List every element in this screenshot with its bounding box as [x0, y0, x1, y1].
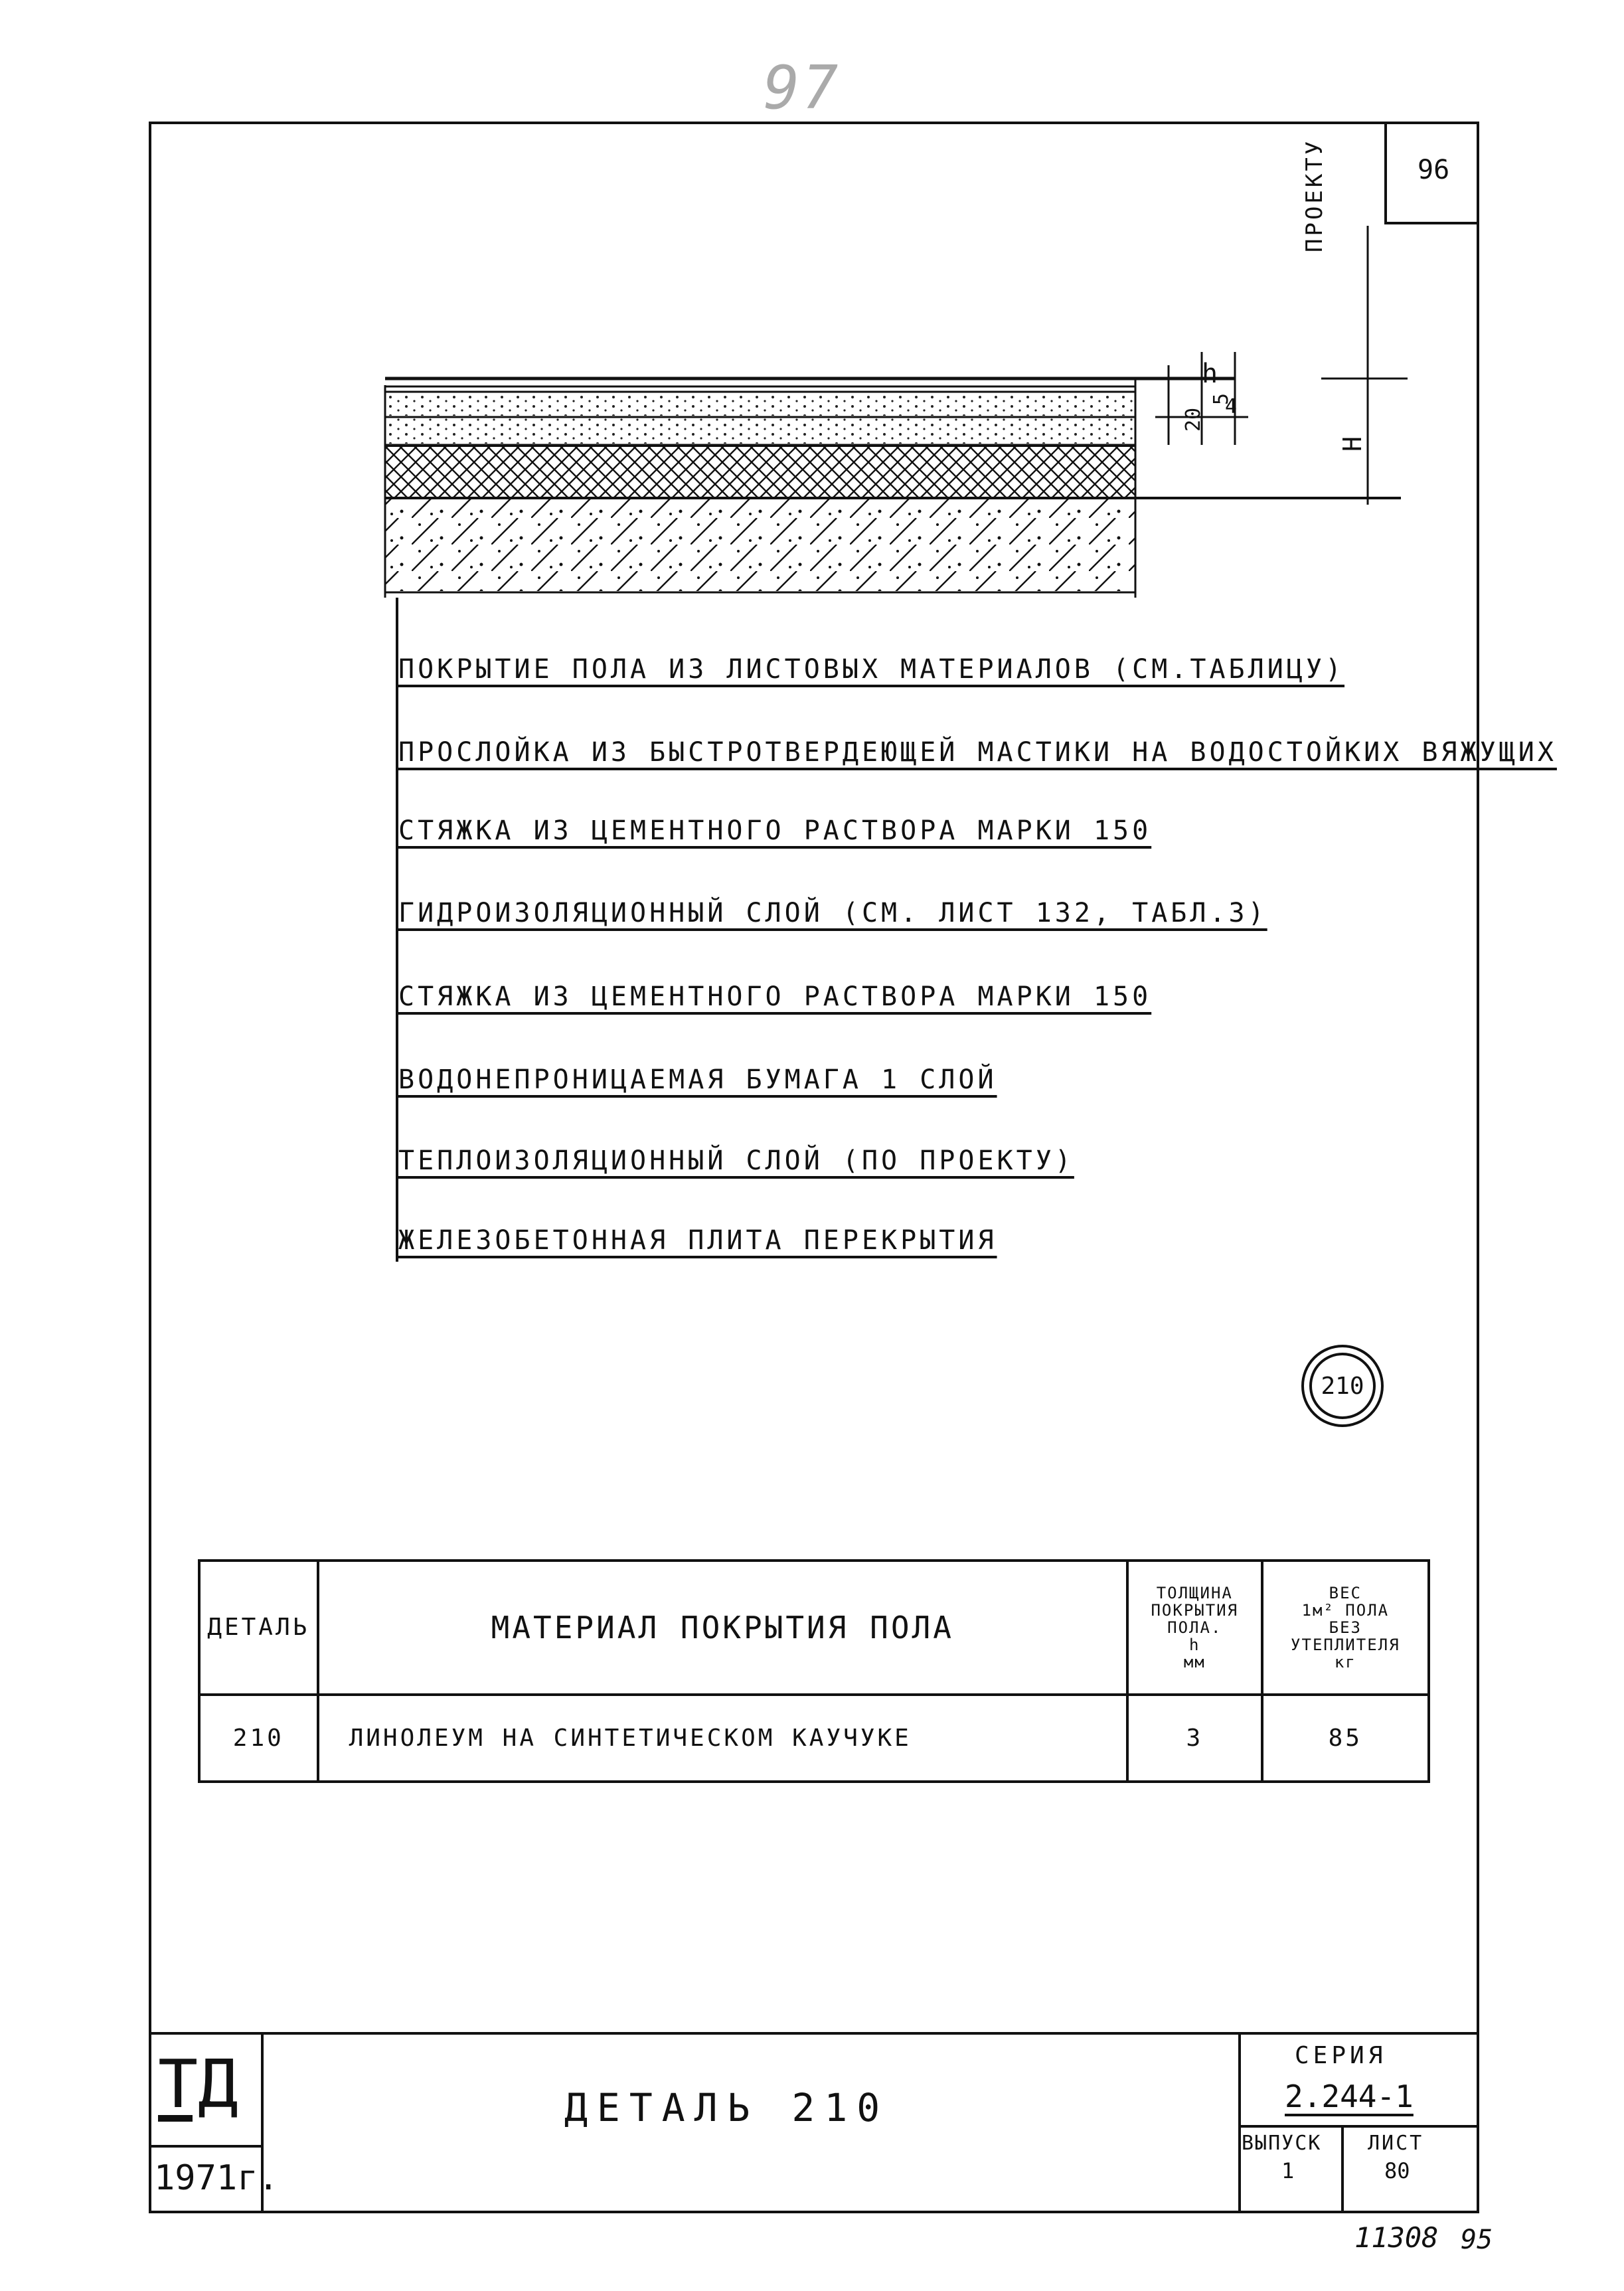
detail-marker: [1301, 1345, 1384, 1427]
dim-4-label: 4: [1225, 395, 1238, 418]
corner-number: 96: [1418, 155, 1450, 185]
layer-label-7: ТЕПЛОИЗОЛЯЦИОННЫЙ СЛОЙ (ПО ПРОЕКТУ): [398, 1146, 1074, 1176]
header-detail: ДЕТАЛЬ: [199, 1561, 318, 1695]
handwritten-page-number: 97: [764, 53, 841, 123]
screed-layer-bottom: [385, 418, 1135, 444]
series-value: 2.244-1: [1285, 2079, 1414, 2114]
org-label: ТД: [158, 2045, 238, 2123]
issue-sheet-divider: [1341, 2125, 1344, 2213]
dim-proektu-label: ПРОЕКТУ: [1301, 138, 1328, 252]
row-weight: 85: [1262, 1695, 1429, 1782]
layer-label-5: СТЯЖКА ИЗ ЦЕМЕНТНОГО РАСТВОРА МАРКИ 150: [398, 981, 1152, 1012]
bottom-note-2: 95: [1461, 2225, 1493, 2255]
bottom-note: 11308: [1354, 2221, 1439, 2254]
header-material: МАТЕРИАЛ ПОКРЫТИЯ ПОЛА: [318, 1561, 1127, 1695]
issue-value: 1: [1281, 2158, 1295, 2183]
header-weight: ВЕС 1м² ПОЛА БЕЗ УТЕПЛИТЕЛЯ кг: [1262, 1561, 1429, 1695]
layer-label-8: ЖЕЛЕЗОБЕТОННАЯ ПЛИТА ПЕРЕКРЫТИЯ: [398, 1225, 997, 1256]
concrete-slab: [385, 499, 1135, 591]
series-label: СЕРИЯ: [1295, 2042, 1387, 2069]
dim-5-label: 5: [1210, 392, 1233, 405]
issue-label: ВЫПУСК: [1242, 2132, 1322, 2155]
row-detail: 210: [199, 1695, 318, 1782]
dim-h-label: h: [1202, 359, 1218, 389]
row-thickness: 3: [1127, 1695, 1262, 1782]
layer-label-1: ПОКРЫТИЕ ПОЛА ИЗ ЛИСТОВЫХ МАТЕРИАЛОВ (СМ.ТАБЛИЦУ): [398, 654, 1345, 685]
org-divider: [149, 2145, 264, 2148]
sheet-title: ДЕТАЛЬ 210: [564, 2085, 890, 2130]
table-row: [199, 1695, 1429, 1782]
layer-label-2: ПРОСЛОЙКА ИЗ БЫСТРОТВЕРДЕЮЩЕЙ МАСТИКИ НА ВОДОСТОЙКИХ ВЯЖУЩИХ: [398, 737, 1557, 768]
layer-label-4: ГИДРОИЗОЛЯЦИОННЫЙ СЛОЙ (СМ. ЛИСТ 132, ТАБЛ.3): [398, 898, 1267, 928]
dim-H-label: H: [1338, 436, 1367, 452]
layer-label-6: ВОДОНЕПРОНИЦАЕМАЯ БУМАГА 1 СЛОЙ: [398, 1064, 997, 1095]
row-material: ЛИНОЛЕУМ НА СИНТЕТИЧЕСКОМ КАУЧУКЕ: [318, 1695, 1127, 1782]
detail-marker-number: 210: [1321, 1372, 1364, 1400]
screed-layer-top: [385, 393, 1135, 416]
materials-table: [198, 1559, 1430, 1783]
dim-20-label: 20: [1182, 407, 1205, 432]
header-thickness: ТОЛЩИНА ПОКРЫТИЯ ПОЛА. h мм: [1127, 1561, 1262, 1695]
series-divider: [1238, 2125, 1479, 2128]
layer-label-3: СТЯЖКА ИЗ ЦЕМЕНТНОГО РАСТВОРА МАРКИ 150: [398, 815, 1152, 846]
sheet-label: ЛИСТ: [1368, 2132, 1424, 2155]
year-label: 1971г.: [154, 2158, 279, 2198]
insulation-layer: [385, 446, 1135, 498]
sheet-value: 80: [1384, 2158, 1410, 2183]
floor-section-drawing: [372, 199, 1408, 611]
